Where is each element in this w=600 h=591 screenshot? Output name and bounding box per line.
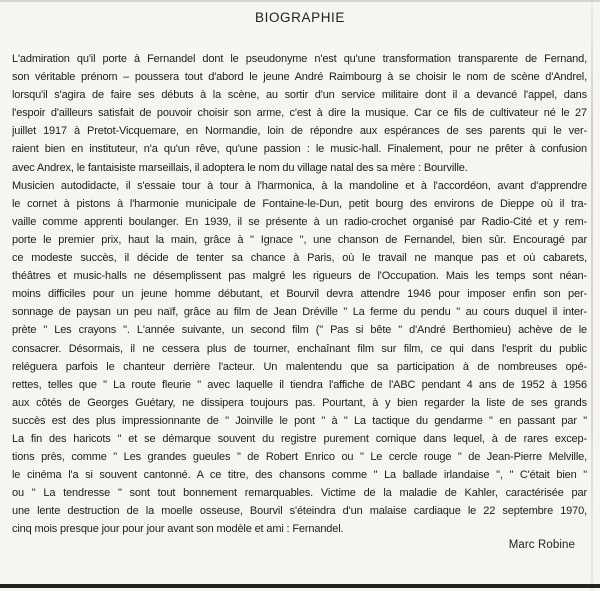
top-scan-edge bbox=[0, 0, 600, 2]
page-fold-crease bbox=[591, 0, 593, 591]
text-line: aux côtés de Georges Guétary, ne dissipera toujours pas. Pourtant, à y bien regarder la liste de ses grands bbox=[12, 396, 587, 409]
text-line: consacrer. Désormais, il ne cessera plus de tourner, enchaînant film sur film, ce qui dans l'esprit du public bbox=[12, 342, 587, 355]
text-line: Musicien autodidacte, il s'essaie tour à tour à l'harmonica, à la mandoline et à l'accordéon, avant d'apprendre bbox=[12, 179, 587, 192]
text-line: lorsqu'il s'agira de faire ses débuts à la scène, au sortir d'un service militaire dont il a devancé l'appel, dans bbox=[12, 89, 587, 102]
text-line: le cinéma l'a si souvent cantonné. A ce titre, des chansons comme " La ballade irlandaise ", " C'était bien " bbox=[12, 469, 587, 482]
author-signature: Marc Robine bbox=[508, 539, 575, 551]
bottom-scan-edge bbox=[0, 584, 600, 588]
text-line: tions près, comme " Les grandes gueules " de Robert Enrico ou " Le cercle rouge " de Jean-Pierre Melville, bbox=[12, 451, 587, 464]
text-line: le cornet à pistons à l'harmonie municipale de Fontaine-le-Dun, petit bourg des environs de Dieppe où il tra- bbox=[12, 197, 587, 210]
text-line: l'espoir d'ailleurs satisfait de pouvoir choisir son arme, c'est à dire la musique. Car ce fils de cultivateur né le 27 bbox=[12, 107, 587, 120]
text-line: juillet 1917 à Pretot-Vicquemare, en Normandie, loin de répondre aux espérances de ses parents qui le ver- bbox=[12, 125, 587, 138]
text-line: sonnage de paysan un peu naïf, grâce au film de Jean Dréville " La ferme du pendu " au cours duquel il inter- bbox=[12, 306, 587, 319]
text-line: La fin des haricots " et se démarque souvent du registre purement comique dans lequel, à de rares excep- bbox=[12, 432, 587, 445]
text-line: ou " La tendresse " sont tout bonnement remarquables. Victime de la maladie de Kahler, caractérisée par bbox=[12, 487, 587, 500]
text-line: son véritable prénom – poussera tout d'abord le jeune André Raimbourg à se choisir le nom de scène d'Andrel, bbox=[12, 71, 587, 84]
text-line: porte le premier prix, haut la main, grâce à " Ignace ", une chanson de Fernandel, bien sûr. Encouragé par bbox=[12, 233, 587, 246]
text-line: moins difficiles pour un jeune homme débutant, et Bourvil devra attendre 1946 pour imposer enfin son per- bbox=[12, 288, 587, 301]
text-line: rettes, telles que " La route fleurie " avec laquelle il tiendra l'affiche de l'ABC pendant 4 ans de 1952 à 1956 bbox=[12, 378, 587, 391]
text-line: théâtres et music-halls ne désemplissent pas malgré les rigueurs de l'Occupation. Mais les temps sont néan- bbox=[12, 270, 587, 283]
text-line: avec Andrex, le fantaisiste marseillais, il adoptera le nom du village natal des sa mère : Bourville. bbox=[12, 161, 468, 174]
text-line: raient bien en instituteur, n'a qu'un rêve, qu'une passion : le music-hall. Finalement, pour ne prêter à confusion bbox=[12, 143, 587, 156]
text-line: une lente destruction de la moelle osseuse, Bourvil s'éteindra d'un malaise cardiaque le 22 septembre 1970, bbox=[12, 505, 587, 518]
text-line: ce modeste succès, il décide de tenter sa chance à Paris, où le travail ne manque pas et où cabarets, bbox=[12, 252, 587, 265]
text-line: prète " Les crayons ". L'année suivante, un second film (" Pas si bête " d'André Berthomieu) achève de le bbox=[12, 324, 587, 337]
text-line: vaille comme apprenti boulanger. En 1939, il se présente à un radio-crochet organisé par Radio-Cité et y rem- bbox=[12, 215, 587, 228]
text-line: L'admiration qu'il porte à Fernandel dont le pseudonyme n'est qu'une transformation transparente de Fernand, bbox=[12, 53, 587, 65]
text-line: reléguera parfois le chanteur derrière l'acteur. Un malentendu que sa participation à de nombreuses opé- bbox=[12, 360, 587, 373]
text-line: cinq mois presque jour pour jour avant son modèle et ami : Fernandel. bbox=[12, 523, 344, 536]
text-line: succès est des plus impressionnante de " Joinville le pont " à " La tactique du gendarme " en passant par " bbox=[12, 414, 587, 427]
page-title: BIOGRAPHIE bbox=[254, 10, 346, 25]
biography-text bbox=[12, 50, 587, 539]
